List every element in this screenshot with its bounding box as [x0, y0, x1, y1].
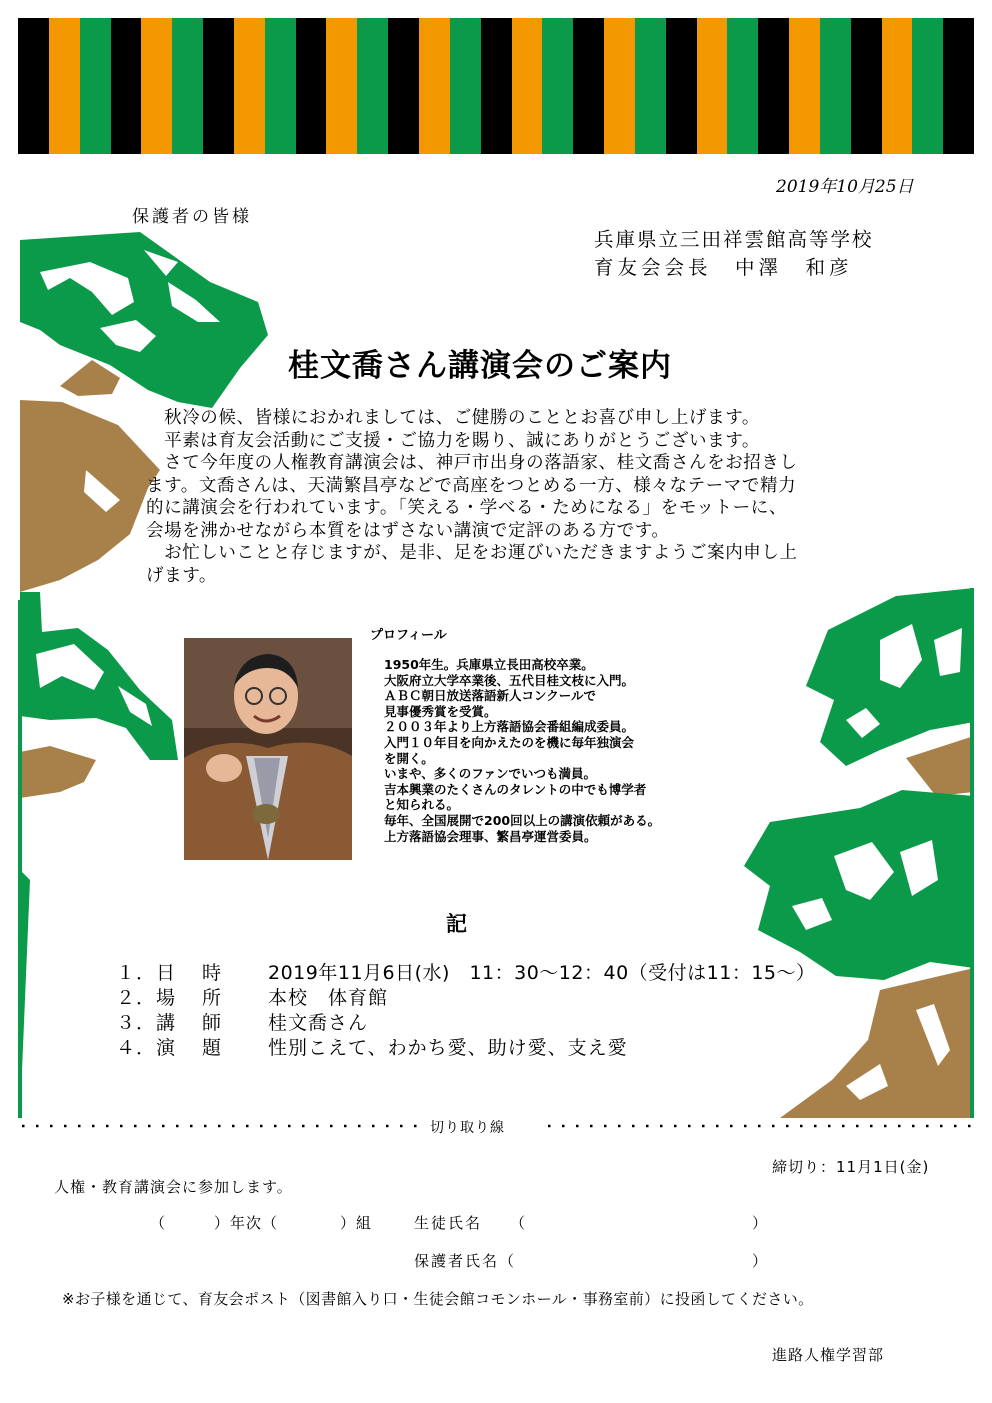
profile-line: 1950年生。兵庫県立長田高校卒業。	[384, 657, 594, 672]
body-line: ます。文喬さんは、天満繁昌亭などで高座をつとめる一方、様々なテーマで精力	[146, 475, 797, 496]
profile-line: いまや、多くのファンでいつも満員。	[384, 766, 597, 782]
class-label: ）組	[340, 1214, 373, 1232]
class-field[interactable]	[292, 1210, 336, 1232]
detail-num: ２．	[116, 987, 157, 1009]
grade-open: （	[150, 1214, 167, 1232]
addressee: 保護者の皆様	[132, 207, 252, 227]
submission-note: ※お子様を通じて、育友会ポスト（図書館入り口・生徒会館コモンホール・事務室前）に投函してください。	[62, 1290, 814, 1308]
sender-name: 育友会会長 中澤 和彦	[594, 256, 853, 279]
body-line: 会場を沸かせながら本質をはずさない講演で定評のある方です。	[146, 520, 670, 541]
detail-num: ４．	[116, 1037, 157, 1059]
guardian-name-field[interactable]	[530, 1248, 750, 1270]
grade-field[interactable]	[170, 1210, 210, 1232]
body-line: お忙しいことと存じますが、是非、足をお運びいただきますようご案内申し上	[146, 543, 798, 563]
sender-school: 兵庫県立三田祥雲館高等学校	[594, 228, 874, 251]
profile-line: ２００３年より上方落語協会番組編成委員。	[384, 719, 635, 735]
detail-num: １．	[116, 962, 157, 984]
student-open: （	[510, 1214, 527, 1232]
detail-label: 演 題	[156, 1037, 226, 1059]
deadline: 締切り：11月1日(金)	[772, 1158, 930, 1176]
profile-line: と知られる。	[384, 797, 460, 813]
body-line: 的に講演会を行われています。「笑える・学べる・ためになる」をモットーに、	[146, 498, 787, 518]
detail-label: 場 所	[156, 987, 226, 1009]
profile-heading: プロフィール	[370, 628, 447, 643]
grade-label: ）年次（	[214, 1214, 279, 1232]
profile-line: 毎年、全国展開で200回以上の講演依頼がある。	[384, 813, 661, 828]
detail-value: 桂文喬さん	[268, 1012, 369, 1034]
attend-statement: 人権・教育講演会に参加します。	[54, 1178, 293, 1196]
detail-value: 性別こえて、わかち愛、助け愛、支え愛	[268, 1037, 628, 1059]
detail-value: 本校 体育館	[268, 987, 389, 1009]
student-name-field[interactable]	[530, 1210, 750, 1232]
profile-line: 見事優秀賞を受賞。	[384, 703, 497, 719]
guardian-name-label: 保護者氏名（	[414, 1252, 517, 1270]
guardian-close: ）	[752, 1252, 769, 1270]
ki-heading: 記	[446, 912, 467, 936]
speaker-photo	[184, 638, 352, 860]
profile-line: ＡＢＣ朝日放送落語新人コンクールで	[384, 688, 597, 704]
body-line: さて今年度の人権教育講演会は、神戸市出身の落語家、桂文喬さんをお招きし	[146, 453, 798, 473]
issue-date: 2019年10月25日	[776, 177, 914, 197]
profile-line: 吉本興業のたくさんのタレントの中でも博学者	[384, 781, 647, 797]
body-line: げます。	[146, 565, 217, 586]
page-title: 桂文喬さん講演会のご案内	[288, 348, 672, 384]
profile-line: 入門１０年目を向かえたのを機に毎年独演会	[384, 735, 635, 750]
department: 進路人権学習部	[772, 1346, 885, 1364]
detail-label: 講 師	[156, 1012, 226, 1034]
detail-num: ３．	[116, 1012, 157, 1034]
body-line: 平素は育友会活動にご支援・ご協力を賜り、誠にありがとうございます。	[146, 430, 760, 451]
profile-line: 上方落語協会理事、繁昌亭運営委員。	[384, 828, 597, 844]
body-line: 秋冷の候、皆様におかれましては、ご健勝のこととお喜び申し上げます。	[146, 408, 760, 428]
pine-left-top	[20, 232, 268, 408]
student-close: ）	[752, 1214, 769, 1232]
detail-label: 日 時	[156, 962, 226, 984]
cut-line-label: 切り取り線	[430, 1120, 505, 1136]
profile-line: を開く。	[384, 750, 434, 766]
profile-line: 大阪府立大学卒業後、五代目桂文枝に入門。	[384, 672, 635, 688]
student-name-label: 生徒氏名	[414, 1214, 483, 1232]
detail-value: 2019年11月6日(水) 11：30～12：40（受付は11：15～）	[268, 962, 816, 984]
